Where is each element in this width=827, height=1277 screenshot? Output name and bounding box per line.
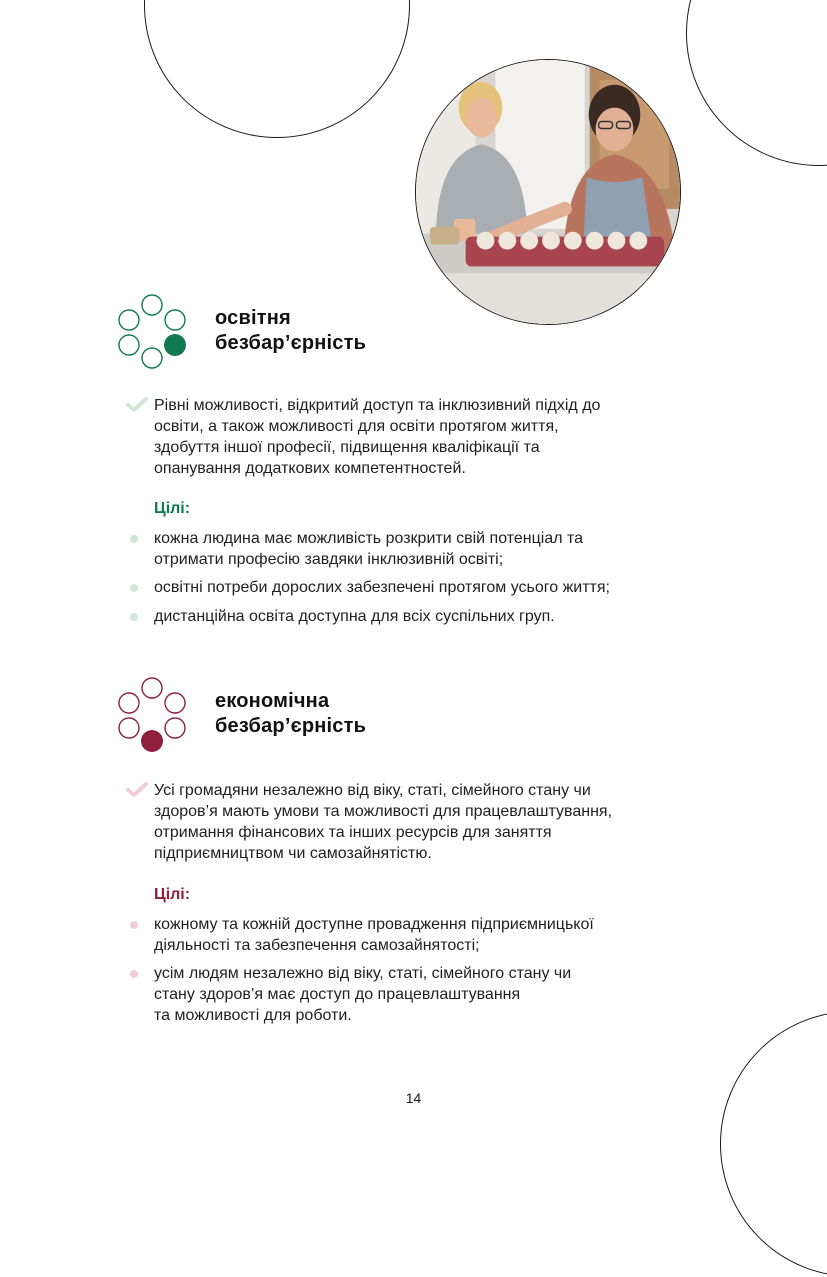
education-title xyxy=(215,306,366,356)
goal-line: отримати професію завдяки інклюзивній освіті; xyxy=(154,551,504,568)
decorative-circle-top xyxy=(144,0,410,138)
decorative-circle-top-right xyxy=(686,0,827,166)
education-title-line1: освітня xyxy=(215,307,291,329)
education-lead-line: здобуття іншої професії, підвищення кваліфікації та xyxy=(154,439,540,456)
check-icon xyxy=(126,397,148,413)
goal-line: кожному та кожній доступне провадження підприємницької xyxy=(154,916,594,933)
education-goals-label: Цілі: xyxy=(154,500,191,517)
goal-line: усім людям незалежно від віку, статі, сімейного стану чи xyxy=(154,965,572,982)
check-icon xyxy=(126,782,148,798)
goal-line: кожна людина має можливість розкрити свій потенціал та xyxy=(154,530,584,547)
bullet-dot-icon xyxy=(130,535,138,543)
bullet-dot-icon xyxy=(130,584,138,592)
economic-title xyxy=(215,689,366,739)
economic-lead-line: здоров’я мають умови та можливості для працевлаштування, xyxy=(154,803,613,820)
bullet-dot-icon xyxy=(130,970,138,978)
economic-title-line1: економічна xyxy=(215,690,330,712)
economic-lead-line: отримання фінансових та інших ресурсів для заняття xyxy=(154,824,552,841)
economic-goals-label: Цілі: xyxy=(154,886,191,903)
education-logo-icon xyxy=(117,294,189,370)
page-number: 14 xyxy=(405,1090,422,1106)
education-lead-line: опанування додаткових компетентностей. xyxy=(154,460,466,477)
economic-lead-line: підприємництвом чи самозайнятістю. xyxy=(154,845,432,862)
education-title-line2: безбар’єрність xyxy=(215,332,367,354)
economic-lead-line: Усі громадяни незалежно від віку, статі, сімейного стану чи xyxy=(154,782,591,799)
economic-logo-icon xyxy=(117,677,189,753)
goal-line: діяльності та забезпечення самозайнятості; xyxy=(154,937,480,954)
goal-line: дистанційна освіта доступна для всіх суспільних груп. xyxy=(154,608,555,625)
economic-title-line2: безбар’єрність xyxy=(215,715,367,737)
education-lead-line: Рівні можливості, відкритий доступ та інклюзивний підхід до xyxy=(154,397,601,414)
goal-line: та можливості для роботи. xyxy=(154,1007,352,1024)
education-lead-line: освіти, а також можливості для освіти протягом життя, xyxy=(154,418,559,435)
decorative-circle-bottom-right xyxy=(720,1011,827,1277)
goal-line: стану здоров’я має доступ до працевлаштування xyxy=(154,986,521,1003)
bullet-dot-icon xyxy=(130,613,138,621)
kitchen-photo xyxy=(415,59,681,325)
bullet-dot-icon xyxy=(130,921,138,929)
goal-line: освітні потреби дорослих забезпечені протягом усього життя; xyxy=(154,579,610,596)
